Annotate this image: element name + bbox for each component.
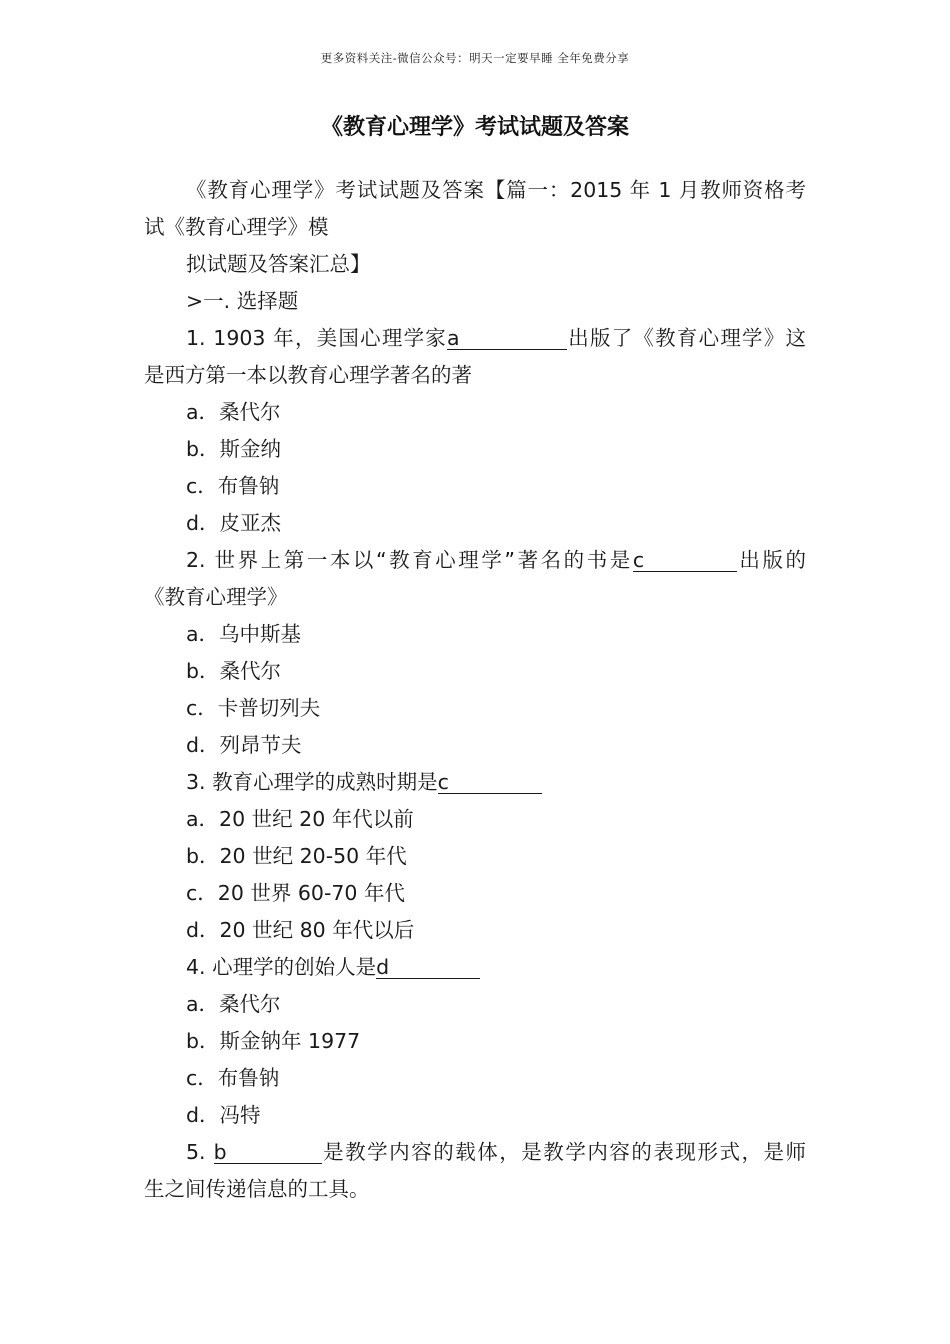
- option-item: c．20 世界 60-70 年代: [186, 881, 405, 905]
- option-item: d．20 世纪 80 年代以后: [186, 918, 415, 942]
- question-2: [144, 542, 806, 579]
- option-item: c．布鲁钠: [186, 1066, 280, 1090]
- answer-blank: b: [214, 1141, 322, 1164]
- option-item: d．列昂节夫: [186, 733, 302, 757]
- answer-blank: a: [447, 327, 567, 350]
- question-text: 3. 教育心理学的成熟时期是: [186, 770, 438, 794]
- question-3: [144, 764, 806, 801]
- question-text: 出版的: [736, 548, 806, 572]
- option-item: a．乌中斯基: [186, 622, 302, 646]
- intro-line: 拟试题及答案汇总】: [186, 252, 371, 276]
- answer-blank: d: [376, 956, 480, 979]
- document-body: [144, 172, 806, 1208]
- question-4: [144, 949, 806, 986]
- intro-line: 试《教育心理学》模: [144, 215, 329, 239]
- document-title: 《教育心理学》考试试题及答案: [320, 115, 629, 140]
- question-continuation: 是西方第一本以教育心理学著名的著: [144, 363, 472, 387]
- question-continuation: 生之间传递信息的工具。: [144, 1177, 370, 1201]
- option-item: b．20 世纪 20-50 年代: [186, 844, 407, 868]
- question-text: 出版了《教育心理学》这: [567, 326, 807, 350]
- answer-blank: c: [438, 771, 542, 794]
- option-item: a．20 世纪 20 年代以前: [186, 807, 414, 831]
- option-item: b．斯金钠年 1977: [186, 1029, 361, 1053]
- option-item: c．卡普切列夫: [186, 696, 321, 720]
- section-heading: >一. 选择题: [186, 289, 299, 313]
- question-text: 5.: [186, 1140, 214, 1164]
- option-item: a．桑代尔: [186, 400, 281, 424]
- option-item: c．布鲁钠: [186, 474, 280, 498]
- option-item: d．冯特: [186, 1103, 261, 1127]
- option-item: b．桑代尔: [186, 659, 282, 683]
- answer-blank: c: [633, 549, 737, 572]
- question-continuation: 《教育心理学》: [144, 585, 288, 609]
- question-text: 是教学内容的载体，是教学内容的表现形式，是师: [321, 1140, 807, 1164]
- option-item: d．皮亚杰: [186, 511, 282, 535]
- question-1: [144, 320, 806, 357]
- question-text: 1. 1903 年，美国心理学家: [186, 326, 448, 350]
- question-5: [144, 1134, 806, 1171]
- question-text: 2. 世界上第一本以“教育心理学”著名的书是: [186, 548, 633, 572]
- question-text: 4. 心理学的创始人是: [186, 955, 377, 979]
- header-note: 更多资料关注-微信公众号：明天一定要早睡 全年免费分享: [320, 51, 630, 65]
- option-item: b．斯金纳: [186, 437, 282, 461]
- option-item: a．桑代尔: [186, 992, 281, 1016]
- intro-line: 《教育心理学》考试试题及答案【篇一：2015 年 1 月教师资格考: [186, 178, 806, 202]
